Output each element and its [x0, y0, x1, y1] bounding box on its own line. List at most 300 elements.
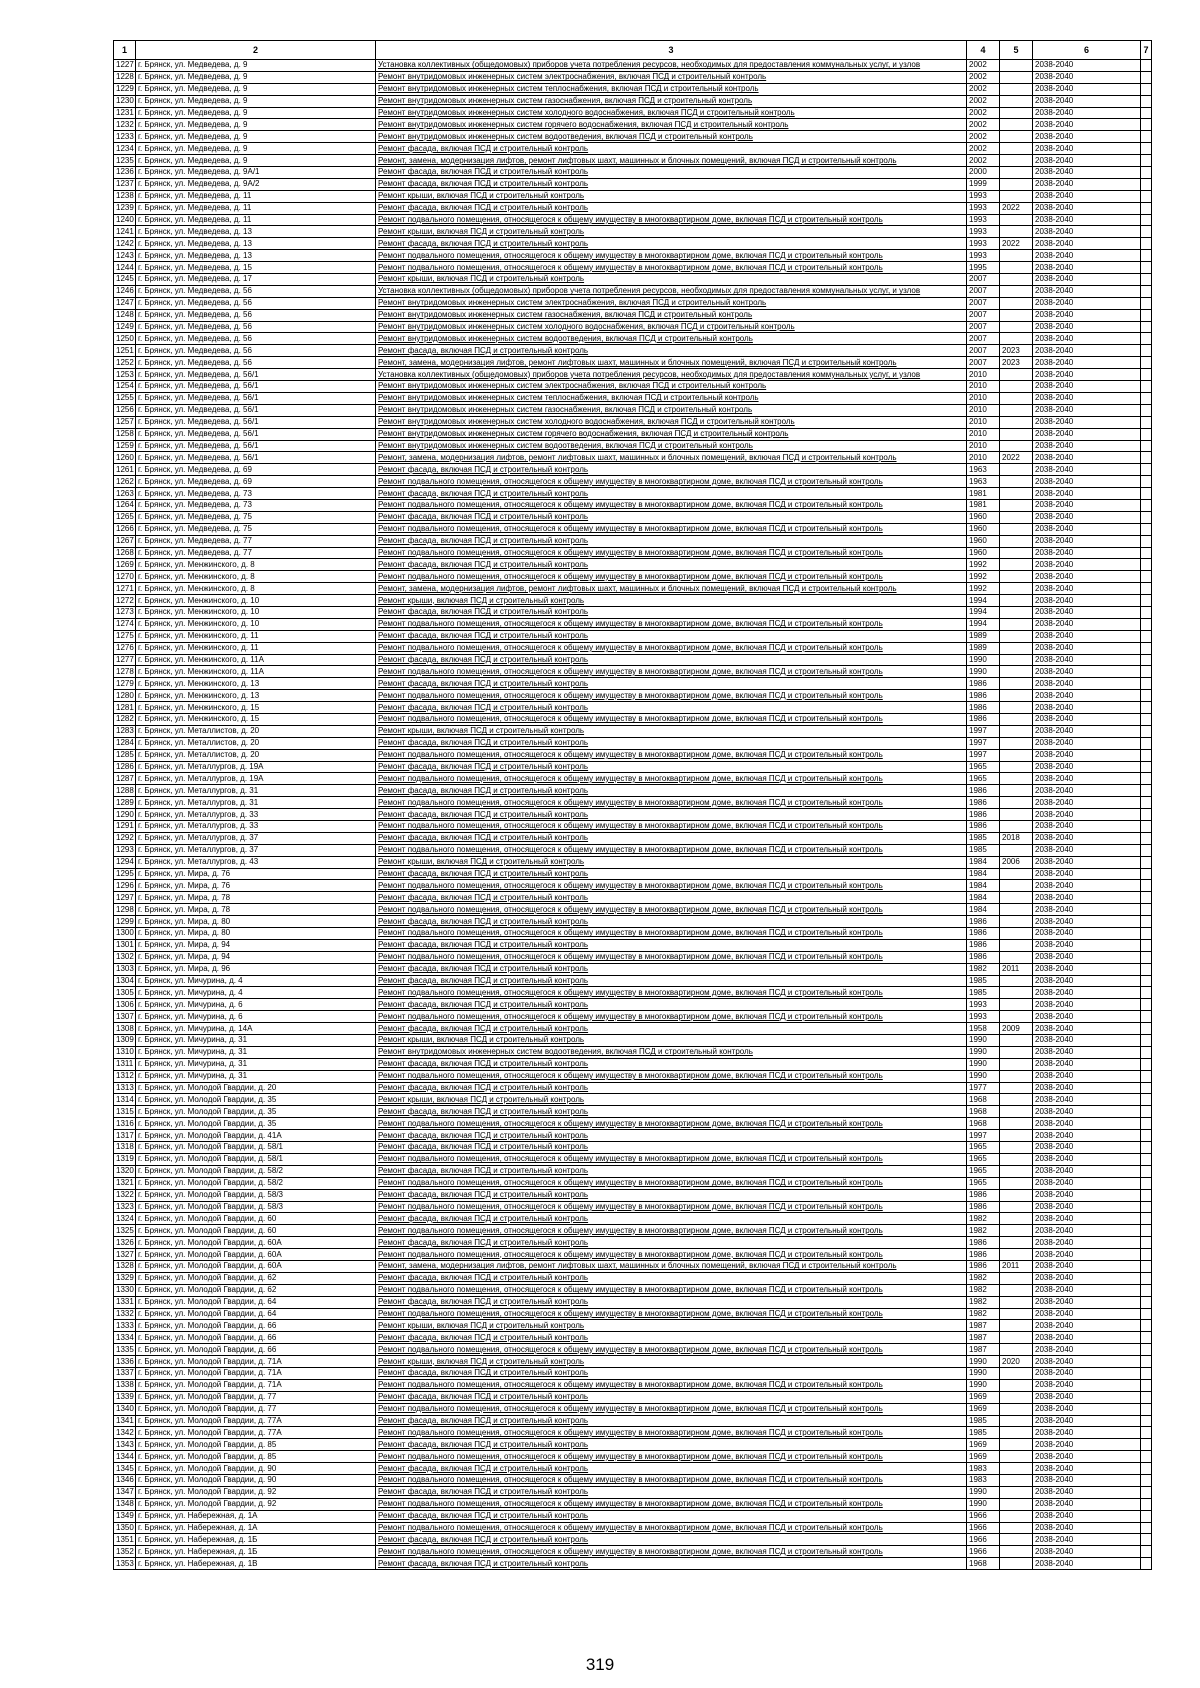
row-number: 1317: [114, 1130, 136, 1142]
table-row: [114, 1106, 1152, 1118]
address-cell: г. Брянск, ул. Мичурина, д. 31: [136, 1046, 376, 1058]
work-type-cell: Ремонт внутридомовых инженерных систем теплоснабжения, включая ПСД и строительный контроль: [376, 392, 967, 404]
table-row: [114, 595, 1152, 607]
table-row: [114, 83, 1152, 95]
row-number: 1241: [114, 226, 136, 238]
work-type-cell: Ремонт фасада, включая ПСД и строительный контроль: [376, 1189, 967, 1201]
table-row: [114, 333, 1152, 345]
planned-period-cell: 2038-2040: [1033, 1522, 1141, 1534]
last-repair-year-cell: [1000, 83, 1033, 95]
table-row: [114, 725, 1152, 737]
empty-cell: [1141, 844, 1152, 856]
last-repair-year-cell: [1000, 1035, 1033, 1047]
row-number: 1288: [114, 785, 136, 797]
row-number: 1292: [114, 832, 136, 844]
work-type-cell: Ремонт подвального помещения, относящегося к общему имуществу в многоквартирном доме, включая ПСД и строительный контроль: [376, 214, 967, 226]
address-cell: г. Брянск, ул. Мичурина, д. 4: [136, 975, 376, 987]
planned-period-cell: 2038-2040: [1033, 1201, 1141, 1213]
build-year-cell: 1993: [967, 999, 1000, 1011]
row-number: 1318: [114, 1142, 136, 1154]
build-year-cell: 1965: [967, 761, 1000, 773]
build-year-cell: 1983: [967, 1474, 1000, 1486]
build-year-cell: 1986: [967, 809, 1000, 821]
empty-cell: [1141, 939, 1152, 951]
work-type-cell: Ремонт подвального помещения, относящегося к общему имуществу в многоквартирном доме, включая ПСД и строительный контроль: [376, 1177, 967, 1189]
row-number: 1273: [114, 606, 136, 618]
build-year-cell: 2002: [967, 119, 1000, 131]
address-cell: г. Брянск, ул. Медведева, д. 11: [136, 190, 376, 202]
table-row: [114, 1403, 1152, 1415]
empty-cell: [1141, 369, 1152, 381]
work-type-cell: Ремонт внутридомовых инженерных систем холодного водоснабжения, включая ПСД и строительный контроль: [376, 416, 967, 428]
empty-cell: [1141, 1023, 1152, 1035]
build-year-cell: 1968: [967, 1118, 1000, 1130]
empty-cell: [1141, 1403, 1152, 1415]
row-number: 1348: [114, 1498, 136, 1510]
planned-period-cell: 2038-2040: [1033, 190, 1141, 202]
build-year-cell: 1993: [967, 226, 1000, 238]
last-repair-year-cell: [1000, 892, 1033, 904]
work-type-cell: Ремонт фасада, включая ПСД и строительный контроль: [376, 511, 967, 523]
empty-cell: [1141, 1058, 1152, 1070]
table-row: [114, 60, 1152, 72]
planned-period-cell: 2038-2040: [1033, 1046, 1141, 1058]
build-year-cell: 2010: [967, 369, 1000, 381]
last-repair-year-cell: [1000, 71, 1033, 83]
planned-period-cell: 2038-2040: [1033, 1320, 1141, 1332]
row-number: 1274: [114, 618, 136, 630]
build-year-cell: 2007: [967, 357, 1000, 369]
last-repair-year-cell: 2018: [1000, 832, 1033, 844]
planned-period-cell: 2038-2040: [1033, 618, 1141, 630]
work-type-cell: Ремонт подвального помещения, относящегося к общему имуществу в многоквартирном доме, включая ПСД и строительный контроль: [376, 1522, 967, 1534]
build-year-cell: 1960: [967, 523, 1000, 535]
empty-cell: [1141, 1332, 1152, 1344]
build-year-cell: 1982: [967, 1284, 1000, 1296]
row-number: 1260: [114, 452, 136, 464]
work-type-cell: Ремонт фасада, включая ПСД и строительный контроль: [376, 939, 967, 951]
row-number: 1270: [114, 571, 136, 583]
last-repair-year-cell: [1000, 737, 1033, 749]
planned-period-cell: 2038-2040: [1033, 357, 1141, 369]
empty-cell: [1141, 773, 1152, 785]
planned-period-cell: 2038-2040: [1033, 107, 1141, 119]
address-cell: г. Брянск, ул. Мичурина, д. 4: [136, 987, 376, 999]
address-cell: г. Брянск, ул. Медведева, д. 56/1: [136, 452, 376, 464]
last-repair-year-cell: [1000, 523, 1033, 535]
work-type-cell: Ремонт крыши, включая ПСД и строительный контроль: [376, 856, 967, 868]
table-row: [114, 404, 1152, 416]
build-year-cell: 1986: [967, 1201, 1000, 1213]
planned-period-cell: 2038-2040: [1033, 1427, 1141, 1439]
planned-period-cell: 2038-2040: [1033, 1118, 1141, 1130]
planned-period-cell: 2038-2040: [1033, 725, 1141, 737]
row-number: 1290: [114, 809, 136, 821]
table-row: [114, 178, 1152, 190]
empty-cell: [1141, 1142, 1152, 1154]
row-number: 1313: [114, 1082, 136, 1094]
row-number: 1347: [114, 1486, 136, 1498]
column-header: 5: [1000, 41, 1033, 60]
table-row: [114, 1522, 1152, 1534]
last-repair-year-cell: 2020: [1000, 1356, 1033, 1368]
row-number: 1249: [114, 321, 136, 333]
empty-cell: [1141, 951, 1152, 963]
last-repair-year-cell: [1000, 1332, 1033, 1344]
build-year-cell: 1983: [967, 1463, 1000, 1475]
last-repair-year-cell: [1000, 1118, 1033, 1130]
row-number: 1259: [114, 440, 136, 452]
address-cell: г. Брянск, ул. Менжинского, д. 8: [136, 559, 376, 571]
last-repair-year-cell: [1000, 1486, 1033, 1498]
build-year-cell: 1966: [967, 1534, 1000, 1546]
table-row: [114, 1379, 1152, 1391]
last-repair-year-cell: [1000, 928, 1033, 940]
empty-cell: [1141, 1415, 1152, 1427]
table-row: [114, 1011, 1152, 1023]
last-repair-year-cell: [1000, 1403, 1033, 1415]
table-row: [114, 583, 1152, 595]
table-row: [114, 1320, 1152, 1332]
row-number: 1331: [114, 1296, 136, 1308]
address-cell: г. Брянск, ул. Медведева, д. 56: [136, 321, 376, 333]
last-repair-year-cell: 2011: [1000, 1260, 1033, 1272]
empty-cell: [1141, 83, 1152, 95]
build-year-cell: 2010: [967, 404, 1000, 416]
build-year-cell: 1993: [967, 1011, 1000, 1023]
empty-cell: [1141, 702, 1152, 714]
last-repair-year-cell: [1000, 488, 1033, 500]
row-number: 1316: [114, 1118, 136, 1130]
last-repair-year-cell: [1000, 167, 1033, 179]
last-repair-year-cell: [1000, 178, 1033, 190]
planned-period-cell: 2038-2040: [1033, 583, 1141, 595]
table-row: [114, 464, 1152, 476]
planned-period-cell: 2038-2040: [1033, 499, 1141, 511]
address-cell: г. Брянск, ул. Мичурина, д. 6: [136, 999, 376, 1011]
planned-period-cell: 2038-2040: [1033, 1189, 1141, 1201]
planned-period-cell: 2038-2040: [1033, 928, 1141, 940]
address-cell: г. Брянск, ул. Набережная, д. 1А: [136, 1522, 376, 1534]
last-repair-year-cell: 2023: [1000, 357, 1033, 369]
work-type-cell: Ремонт подвального помещения, относящегося к общему имуществу в многоквартирном доме, включая ПСД и строительный контроль: [376, 1249, 967, 1261]
planned-period-cell: 2038-2040: [1033, 1558, 1141, 1570]
planned-period-cell: 2038-2040: [1033, 392, 1141, 404]
row-number: 1299: [114, 916, 136, 928]
planned-period-cell: 2038-2040: [1033, 1023, 1141, 1035]
empty-cell: [1141, 345, 1152, 357]
address-cell: г. Брянск, ул. Менжинского, д. 15: [136, 713, 376, 725]
last-repair-year-cell: [1000, 1094, 1033, 1106]
build-year-cell: 2007: [967, 333, 1000, 345]
row-number: 1266: [114, 523, 136, 535]
work-type-cell: Ремонт внутридомовых инженерных систем газоснабжения, включая ПСД и строительный контроль: [376, 404, 967, 416]
work-type-cell: Ремонт фасада, включая ПСД и строительный контроль: [376, 1558, 967, 1570]
row-number: 1257: [114, 416, 136, 428]
planned-period-cell: 2038-2040: [1033, 178, 1141, 190]
table-row: [114, 1035, 1152, 1047]
planned-period-cell: 2038-2040: [1033, 1391, 1141, 1403]
table-row: [114, 381, 1152, 393]
build-year-cell: 1984: [967, 880, 1000, 892]
build-year-cell: 2002: [967, 60, 1000, 72]
last-repair-year-cell: [1000, 630, 1033, 642]
work-type-cell: Ремонт подвального помещения, относящегося к общему имуществу в многоквартирном доме, включая ПСД и строительный контроль: [376, 904, 967, 916]
empty-cell: [1141, 523, 1152, 535]
page-number: 319: [585, 1655, 615, 1674]
work-type-cell: Ремонт подвального помещения, относящегося к общему имуществу в многоквартирном доме, включая ПСД и строительный контроль: [376, 1403, 967, 1415]
table-row: [114, 868, 1152, 880]
work-type-cell: Ремонт фасада, включая ПСД и строительный контроль: [376, 630, 967, 642]
address-cell: г. Брянск, ул. Мира, д. 94: [136, 951, 376, 963]
last-repair-year-cell: [1000, 1130, 1033, 1142]
empty-cell: [1141, 131, 1152, 143]
empty-cell: [1141, 274, 1152, 286]
work-type-cell: Ремонт фасада, включая ПСД и строительный контроль: [376, 1082, 967, 1094]
last-repair-year-cell: [1000, 1534, 1033, 1546]
empty-cell: [1141, 381, 1152, 393]
build-year-cell: 1981: [967, 499, 1000, 511]
table-row: [114, 1237, 1152, 1249]
table-row: [114, 844, 1152, 856]
work-type-cell: Ремонт подвального помещения, относящегося к общему имуществу в многоквартирном доме, включая ПСД и строительный контроль: [376, 1153, 967, 1165]
build-year-cell: 2010: [967, 392, 1000, 404]
planned-period-cell: 2038-2040: [1033, 1474, 1141, 1486]
address-cell: г. Брянск, ул. Металлистов, д. 20: [136, 749, 376, 761]
table-row: [114, 1249, 1152, 1261]
table-row: [114, 1558, 1152, 1570]
build-year-cell: 1986: [967, 1189, 1000, 1201]
row-number: 1350: [114, 1522, 136, 1534]
work-type-cell: Ремонт фасада, включая ПСД и строительный контроль: [376, 785, 967, 797]
empty-cell: [1141, 392, 1152, 404]
table-row: [114, 499, 1152, 511]
build-year-cell: 1966: [967, 1522, 1000, 1534]
table-row: [114, 1356, 1152, 1368]
address-cell: г. Брянск, ул. Молодой Гвардии, д. 60: [136, 1213, 376, 1225]
address-cell: г. Брянск, ул. Медведева, д. 56/1: [136, 428, 376, 440]
row-number: 1284: [114, 737, 136, 749]
last-repair-year-cell: [1000, 809, 1033, 821]
planned-period-cell: 2038-2040: [1033, 904, 1141, 916]
empty-cell: [1141, 690, 1152, 702]
empty-cell: [1141, 1153, 1152, 1165]
build-year-cell: 1997: [967, 1130, 1000, 1142]
table-row: [114, 226, 1152, 238]
empty-cell: [1141, 1546, 1152, 1558]
row-number: 1277: [114, 654, 136, 666]
table-row: [114, 630, 1152, 642]
empty-cell: [1141, 309, 1152, 321]
planned-period-cell: 2038-2040: [1033, 606, 1141, 618]
planned-period-cell: 2038-2040: [1033, 321, 1141, 333]
empty-cell: [1141, 262, 1152, 274]
row-number: 1243: [114, 250, 136, 262]
build-year-cell: 1984: [967, 868, 1000, 880]
build-year-cell: 1993: [967, 214, 1000, 226]
empty-cell: [1141, 785, 1152, 797]
last-repair-year-cell: [1000, 428, 1033, 440]
address-cell: г. Брянск, ул. Медведева, д. 11: [136, 214, 376, 226]
build-year-cell: 1965: [967, 1142, 1000, 1154]
row-number: 1289: [114, 797, 136, 809]
last-repair-year-cell: [1000, 285, 1033, 297]
planned-period-cell: 2038-2040: [1033, 1344, 1141, 1356]
work-type-cell: Ремонт фасада, включая ПСД и строительный контроль: [376, 1237, 967, 1249]
work-type-cell: Ремонт крыши, включая ПСД и строительный контроль: [376, 1094, 967, 1106]
table-row: [114, 262, 1152, 274]
empty-cell: [1141, 880, 1152, 892]
address-cell: г. Брянск, ул. Металлистов, д. 20: [136, 737, 376, 749]
address-cell: г. Брянск, ул. Менжинского, д. 11А: [136, 666, 376, 678]
build-year-cell: 1990: [967, 666, 1000, 678]
row-number: 1300: [114, 928, 136, 940]
work-type-cell: Ремонт подвального помещения, относящегося к общему имуществу в многоквартирном доме, включая ПСД и строительный контроль: [376, 1379, 967, 1391]
table-row: [114, 916, 1152, 928]
planned-period-cell: 2038-2040: [1033, 535, 1141, 547]
planned-period-cell: 2038-2040: [1033, 1225, 1141, 1237]
row-number: 1295: [114, 868, 136, 880]
work-type-cell: Ремонт подвального помещения, относящегося к общему имуществу в многоквартирном доме, включая ПСД и строительный контроль: [376, 821, 967, 833]
last-repair-year-cell: [1000, 1046, 1033, 1058]
address-cell: г. Брянск, ул. Медведева, д. 56/1: [136, 381, 376, 393]
last-repair-year-cell: [1000, 535, 1033, 547]
address-cell: г. Брянск, ул. Металлургов, д. 19А: [136, 761, 376, 773]
last-repair-year-cell: [1000, 214, 1033, 226]
empty-cell: [1141, 178, 1152, 190]
work-type-cell: Ремонт подвального помещения, относящегося к общему имуществу в многоквартирном доме, включая ПСД и строительный контроль: [376, 547, 967, 559]
build-year-cell: 2002: [967, 107, 1000, 119]
empty-cell: [1141, 1558, 1152, 1570]
planned-period-cell: 2038-2040: [1033, 785, 1141, 797]
planned-period-cell: 2038-2040: [1033, 809, 1141, 821]
work-type-cell: Ремонт фасада, включая ПСД и строительный контроль: [376, 1439, 967, 1451]
empty-cell: [1141, 904, 1152, 916]
work-type-cell: Ремонт фасада, включая ПСД и строительный контроль: [376, 1486, 967, 1498]
work-type-cell: Ремонт подвального помещения, относящегося к общему имуществу в многоквартирном доме, включая ПСД и строительный контроль: [376, 1498, 967, 1510]
work-type-cell: Ремонт фасада, включая ПСД и строительный контроль: [376, 1510, 967, 1522]
work-type-cell: Ремонт фасада, включая ПСД и строительный контроль: [376, 1391, 967, 1403]
planned-period-cell: 2038-2040: [1033, 987, 1141, 999]
table-row: [114, 1439, 1152, 1451]
address-cell: г. Брянск, ул. Медведева, д. 69: [136, 476, 376, 488]
table-row: [114, 1534, 1152, 1546]
table-row: [114, 1165, 1152, 1177]
row-number: 1336: [114, 1356, 136, 1368]
last-repair-year-cell: [1000, 987, 1033, 999]
empty-cell: [1141, 1165, 1152, 1177]
table-row: [114, 1332, 1152, 1344]
build-year-cell: 1990: [967, 1367, 1000, 1379]
last-repair-year-cell: [1000, 1153, 1033, 1165]
address-cell: г. Брянск, ул. Молодой Гвардии, д. 58/3: [136, 1201, 376, 1213]
address-cell: г. Брянск, ул. Медведева, д. 17: [136, 274, 376, 286]
last-repair-year-cell: [1000, 143, 1033, 155]
planned-period-cell: 2038-2040: [1033, 1237, 1141, 1249]
last-repair-year-cell: [1000, 916, 1033, 928]
last-repair-year-cell: [1000, 1451, 1033, 1463]
build-year-cell: 1986: [967, 951, 1000, 963]
last-repair-year-cell: [1000, 131, 1033, 143]
empty-cell: [1141, 1367, 1152, 1379]
last-repair-year-cell: [1000, 1249, 1033, 1261]
empty-cell: [1141, 916, 1152, 928]
address-cell: г. Брянск, ул. Молодой Гвардии, д. 90: [136, 1474, 376, 1486]
empty-cell: [1141, 535, 1152, 547]
table-row: [114, 155, 1152, 167]
address-cell: г. Брянск, ул. Молодой Гвардии, д. 58/2: [136, 1177, 376, 1189]
row-number: 1285: [114, 749, 136, 761]
address-cell: г. Брянск, ул. Медведева, д. 75: [136, 523, 376, 535]
work-type-cell: Ремонт подвального помещения, относящегося к общему имуществу в многоквартирном доме, включая ПСД и строительный контроль: [376, 713, 967, 725]
address-cell: г. Брянск, ул. Молодой Гвардии, д. 35: [136, 1118, 376, 1130]
empty-cell: [1141, 488, 1152, 500]
build-year-cell: 1984: [967, 856, 1000, 868]
empty-cell: [1141, 761, 1152, 773]
empty-cell: [1141, 1498, 1152, 1510]
row-number: 1297: [114, 892, 136, 904]
empty-cell: [1141, 892, 1152, 904]
build-year-cell: 1990: [967, 1035, 1000, 1047]
address-cell: г. Брянск, ул. Молодой Гвардии, д. 58/2: [136, 1165, 376, 1177]
last-repair-year-cell: [1000, 654, 1033, 666]
row-number: 1334: [114, 1332, 136, 1344]
empty-cell: [1141, 1130, 1152, 1142]
empty-cell: [1141, 1391, 1152, 1403]
empty-cell: [1141, 416, 1152, 428]
empty-cell: [1141, 583, 1152, 595]
build-year-cell: 1985: [967, 975, 1000, 987]
build-year-cell: 1985: [967, 832, 1000, 844]
empty-cell: [1141, 1249, 1152, 1261]
build-year-cell: 1997: [967, 749, 1000, 761]
work-type-cell: Ремонт внутридомовых инженерных систем холодного водоснабжения, включая ПСД и строительный контроль: [376, 107, 967, 119]
work-type-cell: Ремонт подвального помещения, относящегося к общему имуществу в многоквартирном доме, включая ПСД и строительный контроль: [376, 773, 967, 785]
planned-period-cell: 2038-2040: [1033, 1177, 1141, 1189]
build-year-cell: 1960: [967, 511, 1000, 523]
last-repair-year-cell: [1000, 785, 1033, 797]
table-row: [114, 440, 1152, 452]
build-year-cell: 1986: [967, 916, 1000, 928]
address-cell: г. Брянск, ул. Мичурина, д. 31: [136, 1070, 376, 1082]
table-row: [114, 143, 1152, 155]
planned-period-cell: 2038-2040: [1033, 262, 1141, 274]
address-cell: г. Брянск, ул. Мира, д. 78: [136, 904, 376, 916]
work-type-cell: Ремонт фасада, включая ПСД и строительный контроль: [376, 1106, 967, 1118]
planned-period-cell: 2038-2040: [1033, 1463, 1141, 1475]
planned-period-cell: 2038-2040: [1033, 654, 1141, 666]
build-year-cell: 2010: [967, 428, 1000, 440]
table-row: [114, 202, 1152, 214]
last-repair-year-cell: [1000, 297, 1033, 309]
build-year-cell: 1995: [967, 262, 1000, 274]
address-cell: г. Брянск, ул. Менжинского, д. 10: [136, 595, 376, 607]
row-number: 1342: [114, 1427, 136, 1439]
table-row: [114, 285, 1152, 297]
table-row: [114, 1296, 1152, 1308]
planned-period-cell: 2038-2040: [1033, 892, 1141, 904]
address-cell: г. Брянск, ул. Мичурина, д. 31: [136, 1035, 376, 1047]
last-repair-year-cell: [1000, 440, 1033, 452]
row-number: 1272: [114, 595, 136, 607]
address-cell: г. Брянск, ул. Металлистов, д. 20: [136, 725, 376, 737]
empty-cell: [1141, 1284, 1152, 1296]
address-cell: г. Брянск, ул. Менжинского, д. 15: [136, 702, 376, 714]
work-type-cell: Ремонт фасада, включая ПСД и строительный контроль: [376, 702, 967, 714]
last-repair-year-cell: [1000, 821, 1033, 833]
last-repair-year-cell: [1000, 321, 1033, 333]
table-row: [114, 321, 1152, 333]
